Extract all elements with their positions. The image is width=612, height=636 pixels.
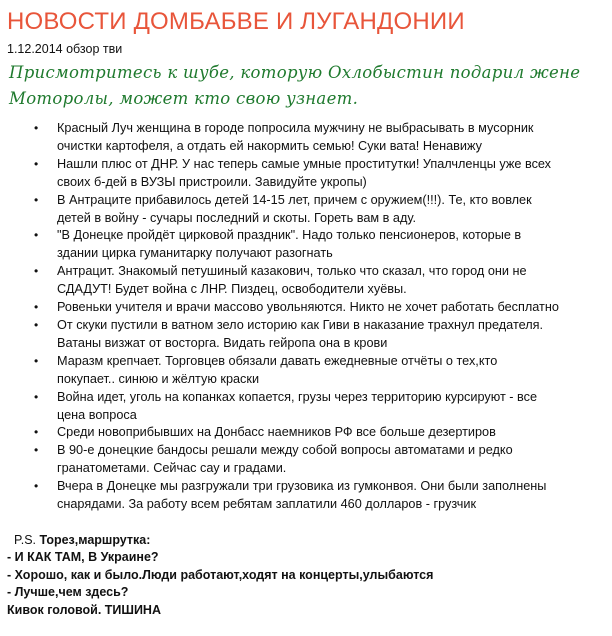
news-item xyxy=(0,478,612,514)
lead-paragraph xyxy=(9,60,604,112)
news-item-line: гранатометами. Сейчас сау и градами. xyxy=(57,461,287,476)
news-item xyxy=(0,227,612,263)
date-subtitle: 1.12.2014 обзор тви xyxy=(7,42,123,56)
news-item xyxy=(0,424,612,442)
bullet-icon: • xyxy=(34,389,39,404)
news-item-line: детей в войну - сучары последний и скоты. Гореть вам в аду. xyxy=(57,210,416,225)
bullet-icon: • xyxy=(34,317,39,332)
news-item-line: здании цирка гуманитарку получают разогнать xyxy=(57,246,333,261)
dialogue-line: - И КАК ТАМ, В Украине? xyxy=(7,550,159,565)
news-item-line: Нашли плюс от ДНР. У нас теперь самые умные проститутки! Упалчленцы уже всех xyxy=(57,156,552,171)
news-item xyxy=(0,317,612,353)
news-item-line: цена вопроса xyxy=(57,407,137,422)
news-item-line: Ватаны визжат от восторга. Видать гейропа она в крови xyxy=(57,335,388,350)
news-item-line: "В Донецке пройдёт цирковой праздник". Надо только пенсионеров, которые в xyxy=(57,228,522,243)
bullet-icon: • xyxy=(34,264,39,279)
news-item-line: Война идет, уголь на копанках копается, грузы через территорию курсируют - все xyxy=(57,389,538,404)
bullet-icon: • xyxy=(34,425,39,440)
bullet-icon: • xyxy=(34,192,39,207)
dialogue-line: - Хорошо, как и было.Люди работают,ходят на концерты,улыбаются xyxy=(7,567,434,582)
news-item xyxy=(0,120,612,156)
postscript-title: Торез,маршрутка: xyxy=(39,533,151,547)
bullet-icon: • xyxy=(34,156,39,171)
news-item-line: Ровеньки учителя и врачи массово увольняются. Никто не хочет работать бесплатно xyxy=(57,300,559,315)
news-item-line: покупает.. синюю и жёлтую краски xyxy=(57,371,260,386)
news-item xyxy=(0,299,612,317)
news-item xyxy=(0,156,612,192)
news-item-line: Антрацит. Знакомый петушиный казакович, только что сказал, что город они не xyxy=(57,264,527,279)
news-item-line: снарядами. За работу всем ребятам заплатили 460 долларов - грузчик xyxy=(57,497,477,512)
news-item-line: Среди новоприбывших на Донбасс наемников РФ все больше дезертиров xyxy=(57,425,496,440)
news-item xyxy=(0,389,612,425)
news-item-line: От скуки пустили в ватном зело историю как Гиви в наказание трахнул предателя. xyxy=(57,317,544,332)
news-item-line: Маразм крепчает. Торговцев обязали давать ежедневные отчёты о тех,кто xyxy=(57,353,498,368)
postscript-prefix: P.S. xyxy=(14,533,40,547)
news-item-line: Вчера в Донецке мы разгружали три грузовика из гумконвоя. Они были заполнены xyxy=(57,479,547,494)
news-item-line: СДАДУТ! Будет война с ЛНР. Пиздец, освободители хуёвы. xyxy=(57,282,407,297)
lead-line: Моторолы, может кто свою узнает. xyxy=(9,89,359,108)
bullet-icon: • xyxy=(34,228,39,243)
news-item-line: Красный Луч женщина в городе попросила мужчину не выбрасывать в мусорник xyxy=(57,121,534,135)
news-item-line: В 90-е донецкие бандосы решали между собой вопросы автоматами и редко xyxy=(57,443,513,458)
bullet-icon: • xyxy=(34,353,39,368)
news-item xyxy=(0,353,612,389)
news-item-line: очистки картофеля, а отдать ей накормить семью! Суки вата! Ненавижу xyxy=(57,138,482,153)
news-item-line: своих б-дей в ВУЗЫ пристроили. Завидуйте укропы) xyxy=(57,174,367,189)
news-item xyxy=(0,263,612,299)
news-item-line: В Антраците прибавилось детей 14-15 лет, причем с оружием(!!!). Те, кто вовлек xyxy=(57,192,532,207)
dialogue-line: Кивок головой. ТИШИНА xyxy=(7,602,161,617)
news-list xyxy=(0,120,612,514)
bullet-icon: • xyxy=(34,443,39,458)
bullet-icon: • xyxy=(34,121,39,135)
bullet-icon: • xyxy=(34,479,39,494)
postscript-heading xyxy=(7,532,607,549)
lead-line: Присмотритесь к шубе, которую Охлобыстин подарил жене xyxy=(9,63,581,82)
news-item xyxy=(0,442,612,478)
news-item xyxy=(0,192,612,228)
bullet-icon: • xyxy=(34,300,39,315)
dialogue-line: - Лучше,чем здесь? xyxy=(7,585,129,600)
postscript xyxy=(7,532,607,619)
page-title: НОВОСТИ ДОМБАБВЕ И ЛУГАНДОНИИ xyxy=(7,8,465,35)
